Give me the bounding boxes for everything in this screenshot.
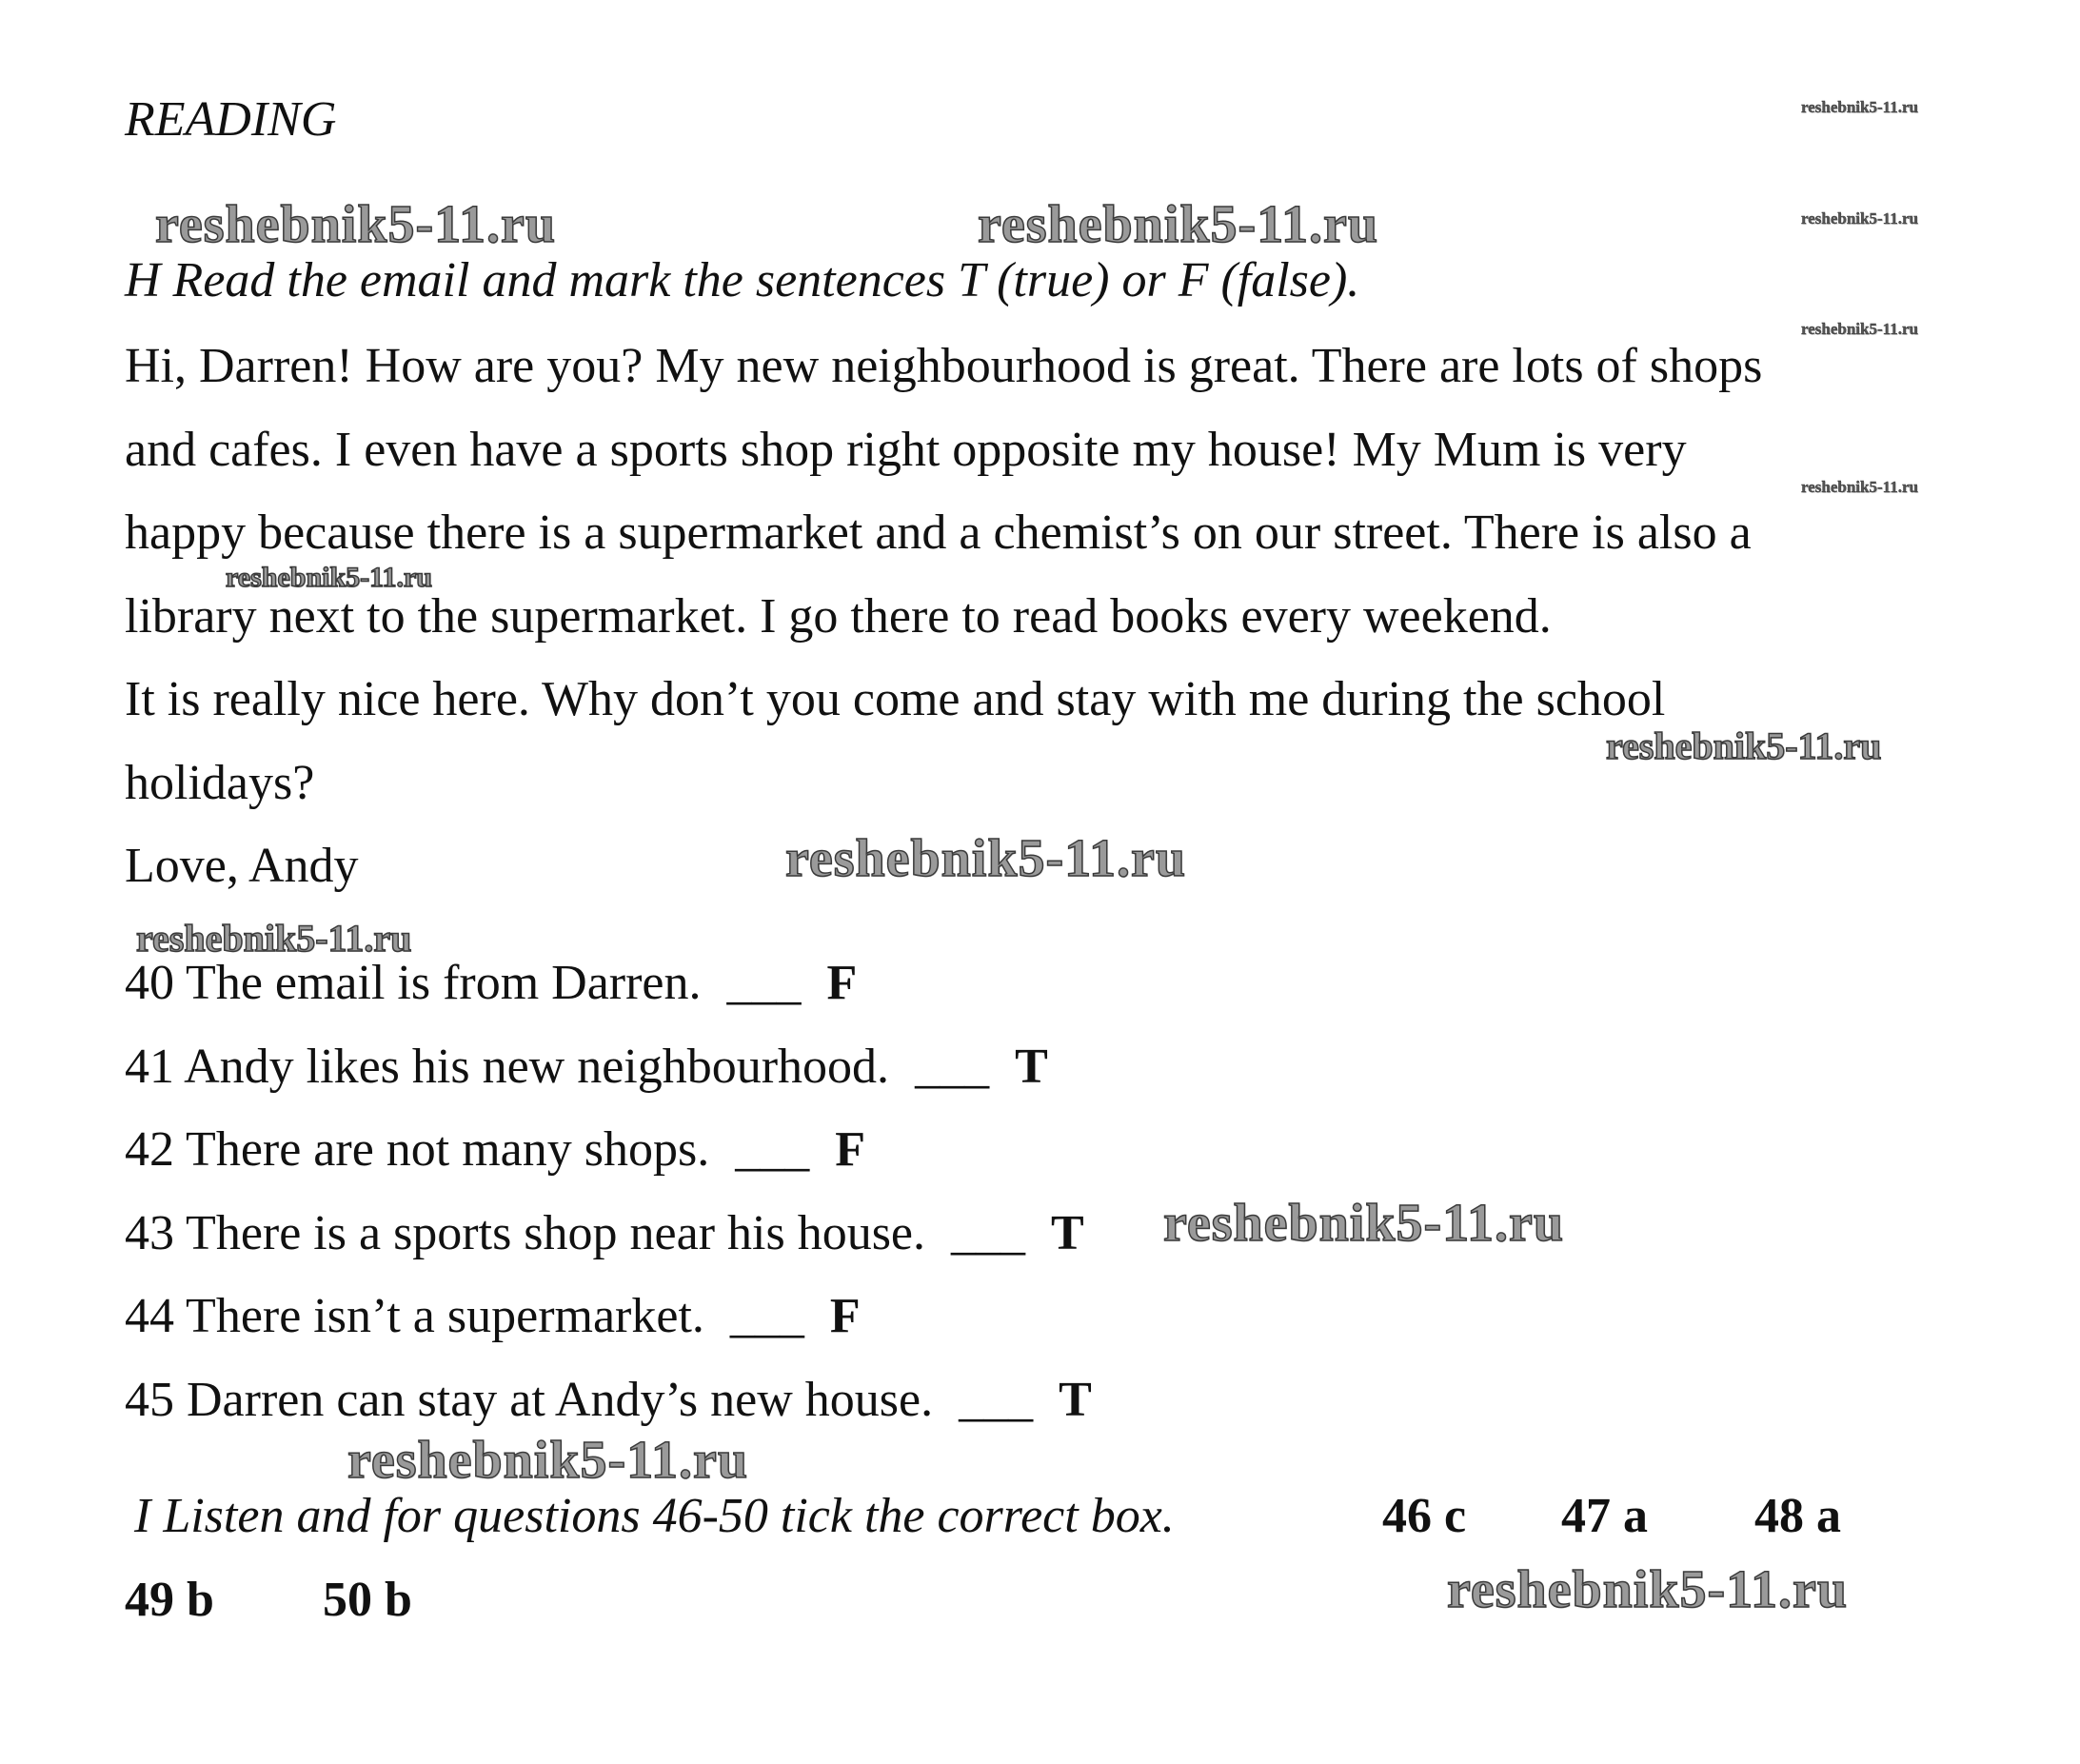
- list-item: [125, 1121, 865, 1179]
- task-i-instruction: I Listen and for questions 46-50 tick the correct box.: [134, 1489, 1175, 1543]
- answer-blank: ___: [726, 956, 802, 1010]
- list-item: [125, 1372, 1092, 1429]
- listening-answer: 47 a: [1561, 1489, 1648, 1543]
- item-text: 44 There isn’t a supermarket.: [125, 1289, 704, 1343]
- watermark: reshebnik5-11.ru: [1606, 724, 1882, 767]
- answer-blank: ___: [915, 1040, 990, 1094]
- answer-blank: ___: [729, 1289, 804, 1343]
- watermark: reshebnik5-11.ru: [226, 562, 432, 593]
- listening-answer: 49 b: [125, 1573, 214, 1627]
- item-answer: T: [1015, 1040, 1048, 1094]
- answer-blank: ___: [959, 1373, 1034, 1427]
- listening-answer: 48 a: [1754, 1489, 1841, 1543]
- list-item: [125, 955, 857, 1012]
- item-answer: T: [1051, 1206, 1084, 1260]
- task-h-instruction: H Read the email and mark the sentences T (true) or F (false).: [125, 253, 1360, 307]
- list-item: [125, 1288, 861, 1345]
- watermark: reshebnik5-11.ru: [1801, 209, 1918, 228]
- watermark: reshebnik5-11.ru: [1801, 478, 1918, 496]
- email-line: library next to the supermarket. I go there to read books every weekend.: [125, 589, 1552, 644]
- section-heading: READING: [125, 92, 337, 147]
- item-text: 45 Darren can stay at Andy’s new house.: [125, 1373, 934, 1427]
- item-answer: F: [826, 956, 858, 1010]
- email-line: and cafes. I even have a sports shop right opposite my house! My Mum is very: [125, 423, 1687, 477]
- watermark: reshebnik5-11.ru: [978, 195, 1379, 254]
- watermark: reshebnik5-11.ru: [347, 1431, 749, 1490]
- watermark: reshebnik5-11.ru: [136, 917, 412, 960]
- watermark: reshebnik5-11.ru: [1163, 1194, 1565, 1253]
- list-item: [125, 1205, 1084, 1262]
- email-line: holidays?: [125, 756, 315, 810]
- item-text: 43 There is a sports shop near his house.: [125, 1206, 926, 1260]
- email-line: Hi, Darren! How are you? My new neighbourhood is great. There are lots of shops: [125, 339, 1763, 393]
- answer-blank: ___: [735, 1122, 810, 1177]
- email-line: happy because there is a supermarket and a chemist’s on our street. There is also a: [125, 505, 1752, 560]
- watermark: reshebnik5-11.ru: [1801, 320, 1918, 338]
- item-text: 41 Andy likes his new neighbourhood.: [125, 1040, 890, 1094]
- watermark: reshebnik5-11.ru: [1801, 98, 1918, 116]
- watermark: reshebnik5-11.ru: [1447, 1560, 1849, 1619]
- answer-blank: ___: [951, 1206, 1026, 1260]
- listening-answer: 50 b: [323, 1573, 412, 1627]
- listening-answer: 46 c: [1382, 1489, 1467, 1543]
- item-text: 42 There are not many shops.: [125, 1122, 710, 1177]
- watermark: reshebnik5-11.ru: [155, 195, 557, 254]
- item-answer: F: [835, 1122, 865, 1177]
- email-line: It is really nice here. Why don’t you come and stay with me during the school: [125, 672, 1666, 726]
- item-text: 40 The email is from Darren.: [125, 956, 702, 1010]
- list-item: [125, 1039, 1048, 1096]
- email-signature: Love, Andy: [125, 839, 359, 893]
- item-answer: F: [829, 1289, 861, 1343]
- watermark: reshebnik5-11.ru: [785, 829, 1187, 888]
- item-answer: T: [1059, 1373, 1092, 1427]
